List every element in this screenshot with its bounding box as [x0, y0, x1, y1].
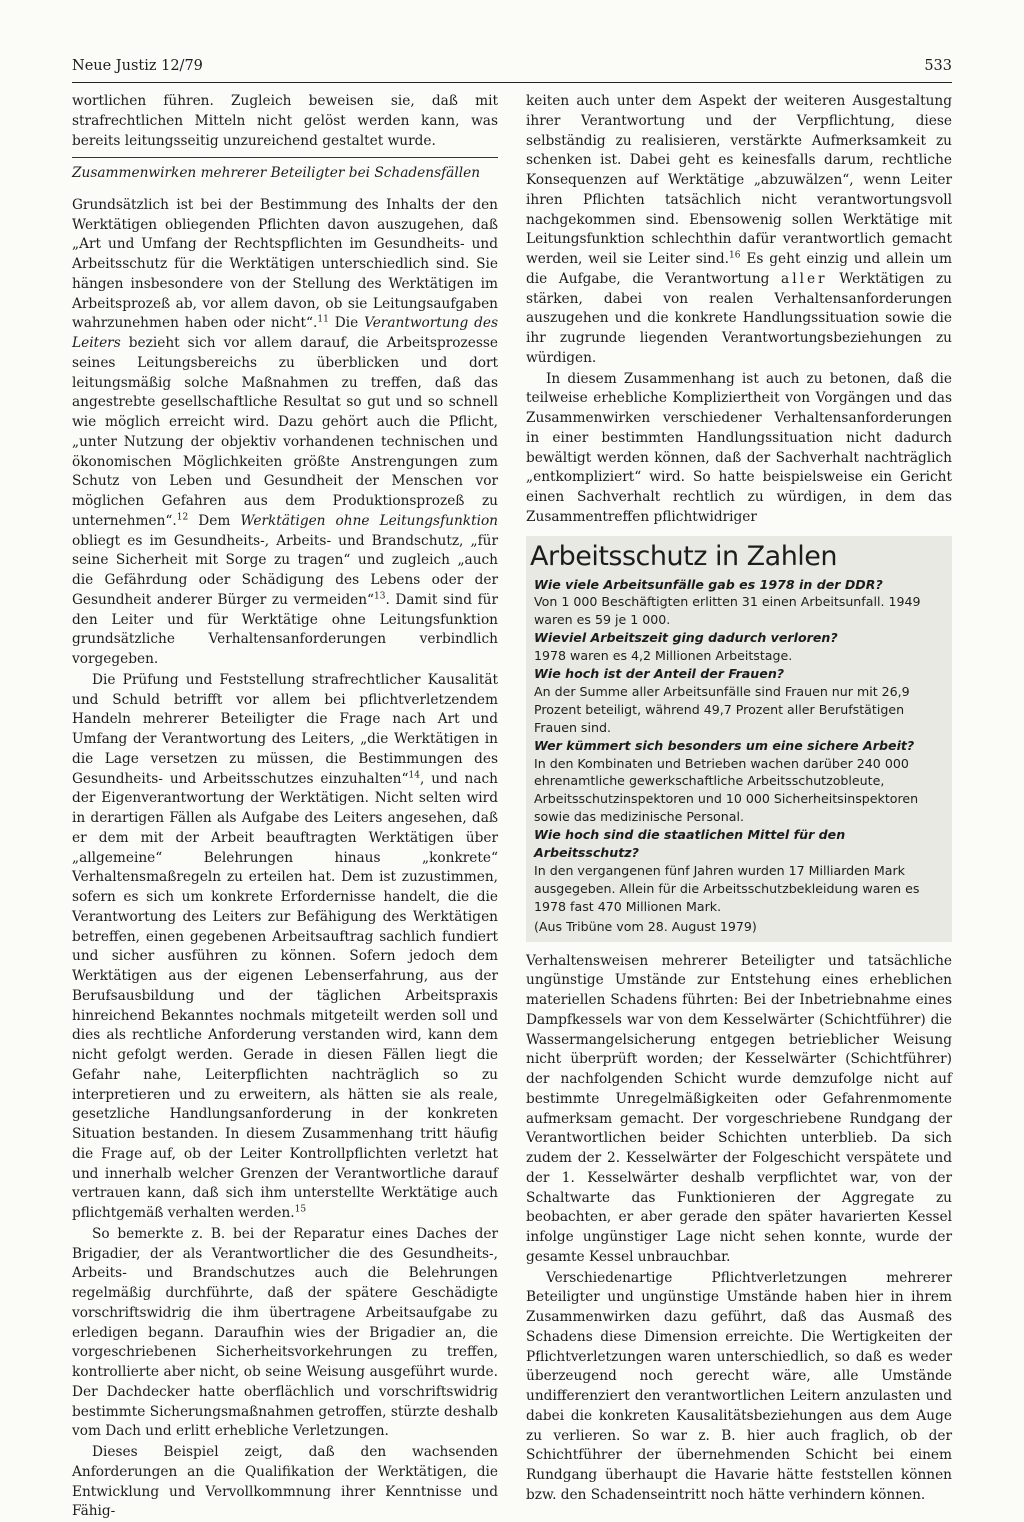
journal-title: Neue Justiz 12/79 [72, 58, 203, 74]
intro-paragraph: wortlichen führen. Zugleich beweisen sie, daß mit strafrechtlichen Mitteln nicht gelöst werden kann, was bereits leitungsseitig unzureichend gestaltet wurde. [72, 93, 498, 149]
right-column [526, 92, 952, 1506]
info-box-title: Arbeitsschutz in Zahlen [530, 540, 838, 572]
paragraph: Dieses Beispiel zeigt, daß den wachsenden Anforderungen an die Qualifikation der Werktätigen, die Entwicklung und Vervollkommnung ihrer Kenntnisse und Fähig- [72, 1444, 498, 1520]
footnote-ref: 13 [374, 591, 386, 602]
info-box-question: Wieviel Arbeitszeit ging dadurch verloren? [534, 630, 838, 646]
info-box-answer: Von 1 000 Beschäftigten erlitten 31 einen Arbeitsunfall. 1949 waren es 59 je 1 000. [534, 594, 921, 628]
page-number: 533 [924, 58, 952, 74]
emphasis: Verantwortung des Leiters [72, 315, 498, 351]
footnote-ref: 14 [408, 769, 420, 780]
info-box-question: Wie hoch sind die staatlichen Mittel für den Arbeitsschutz? [534, 827, 846, 861]
info-box-question: Wer kümmert sich besonders um eine sichere Arbeit? [534, 737, 915, 753]
left-column [72, 92, 498, 1522]
info-box-answer: In den Kombinaten und Betrieben wachen darüber 240 000 ehrenamtliche gewerkschaftliche Arbeitsschutzobleute, Arbeitsschutzinspektoren und 10 000 Sicherheitsinspektoren sowie das medizinische Personal. [534, 755, 919, 825]
footnote-ref: 15 [294, 1204, 307, 1215]
info-box-answer: In den vergangenen fünf Jahren wurden 17 Milliarden Mark ausgegeben. Allein für die Arbeitsschutzbekleidung waren es 1978 fast 470 Millionen Mark. [534, 863, 920, 914]
footnote-ref: 11 [317, 314, 329, 325]
paragraph: Die Prüfung und Feststellung strafrechtlicher Kausalität und Schuld betrifft vor allem bei pflichtverletzendem Handeln mehrerer Beteiligter die Frage nach Art und Umfang der Verantwortung des Leiters, „die Werktätigen in die Lage versetzen zu müssen, die Bestimmungen des Gesundheits- und Arbeitsschutzes einzuhalten“$^{14}$, und nach der Eigenverantwortung der Werktätigen. Nicht selten wird in derartigen Fällen als Aufgabe des Leiters angesehen, daß er dem mit der Arbeit beauftragten Werktätigen über „allgemeine“ Belehrungen hinaus „konkrete“ Verhaltensmaßregeln zu erteilen hat. Dem ist zuzustimmen, sofern es sich um konkrete Erfordernisse handelt, die die Verantwortung des Leiters zur Befähigung des Werktätigen betreffen, einen gegebenen Arbeitsauftrag sachlich fundiert und sicher ausführen zu können. Sofern jedoch dem Werktätigen aus der eigenen Lebenserfahrung, aus der Berufsausbildung und der täglichen Arbeitspraxis hinreichend Bekanntes nochmals mitgeteilt werden soll und dies als rechtliche Anforderung verstanden wird, kann dem nicht gefolgt werden. Gerade in diesen Fällen liegt die Gefahr nahe, Leiterpflichten nachträglich so zu interpretieren und zu erweitern, als hätten sie als reale, gesetzliche Handlungsanforderung in der konkreten Situation bestanden. In diesem Zusammenhang tritt häufig die Frage auf, ob der Leiter Kontrollpflichten verletzt hat und innerhalb welcher Grenzen der Verantwortliche darauf vertrauen kann, daß sich ihm unterstellte Werktätige auch pflichtgemäß verhalten werden.$^{15}$ [72, 671, 498, 1221]
running-header [72, 56, 952, 83]
section-heading: Zusammenwirken mehrerer Beteiligter bei Schadensfällen [72, 165, 481, 182]
spaced-emphasis: aller [781, 270, 828, 287]
info-box-source: (Aus Tribüne vom 28. August 1979) [534, 918, 757, 934]
paragraph: In diesem Zusammenhang ist auch zu betonen, daß die teilweise erhebliche Kompliziertheit von Vorgängen und das Zusammenwirken verschiedener Verhaltensanforderungen in einer bestimmten Handlungssituation nicht dadurch bewältigt werden können, daß der Sachverhalt nachträglich „entkompliziert“ wird. So hatte beispielsweise ein Gericht einen Sachverhalt rechtlich zu würdigen, in dem das Zusammentreffen pflichtwidriger [526, 370, 952, 525]
info-box-answer: 1978 waren es 4,2 Millionen Arbeitstage. [534, 648, 793, 664]
info-box-question: Wie hoch ist der Anteil der Frauen? [534, 666, 785, 682]
info-box [526, 536, 952, 942]
footnote-ref: 12 [176, 512, 189, 523]
info-box-question: Wie viele Arbeitsunfälle gab es 1978 in der DDR? [534, 576, 883, 592]
section-divider [72, 157, 498, 158]
paragraph: So bemerkte z. B. bei der Reparatur eines Daches der Brigadier, der als Verantwortlicher die des Gesundheits-, Arbeits- und Brandschutzes auch die Belehrungen regelmäßig durchführte, daß der spätere Geschädigte vorschriftswidrig die ihm übertragene Arbeitsaufgabe zu erledigen begann. Daraufhin wies der Brigadier an, die vorgeschriebenen Sicherheitsvorkehrungen zu treffen, kontrollierte aber nicht, ob seine Weisung ausgeführt wurde. Der Dachdecker hatte oberflächlich und vorschriftswidrig bestimmte Sicherungsmaßnahmen getroffen, stürzte deshalb vom Dach und erlitt erhebliche Verletzungen. [72, 1225, 498, 1440]
paragraph: Verschiedenartige Pflichtverletzungen mehrerer Beteiligter und ungünstige Umstände haben hier in ihrem Zusammenwirken dazu geführt, daß das Ausmaß des Schadens diese Dimension erreichte. Die Wertigkeiten der Pflichtverletzungen waren unterschiedlich, so daß es weder überzeugend noch gerecht wäre, alle Umstände undifferenziert den verantwortlichen Leitern anzulasten und dabei die konkreten Kausalitätsbeziehungen aus dem Auge zu verlieren. So war z. B. hier auch fraglich, ob der Schichtführer der übernehmenden Schicht bei einem Rundgang überhaupt die Havarie hätte feststellen können bzw. den Schadenseintritt noch hätte verhindern können. [526, 1269, 952, 1503]
paragraph: Verhaltensweisen mehrerer Beteiligter und tatsächliche ungünstige Umstände zur Entstehung eines erheblichen materiellen Schadens führten: Bei der Inbetriebnahme eines Dampfkessels war von dem Kesselwärter (Schichtführer) die Wassermangelsicherung entgegen betrieblicher Weisung nicht überprüft worden; der Kesselwärter (Schichtführer) der nachfolgenden Schicht wurde demzufolge nicht auf bestimmte Unregelmäßigkeiten oder Gefahrenmomente aufmerksam gemacht. Der vorgeschriebene Rundgang der Verantwortlichen beider Schichten unterblieb. Da sich zudem der 2. Kesselwärter der Folgeschicht verspätete und der 1. Kesselwärter deshalb verpflichtet war, von der Schaltwarte das Funktionieren der Aggregate zu beobachten, er aber gerade den später havarierten Kessel infolge ungünstiger Lage nicht sehen konnte, wurde der gesamte Kessel unbrauchbar. [526, 952, 952, 1265]
emphasis: Werktätigen ohne Leitungsfunktion [240, 512, 498, 529]
paragraph: Grundsätzlich ist bei der Bestimmung des Inhalts der den Werktätigen obliegenden Pflichten davon auszugehen, daß „Art und Umfang der Rechtspflichten im Gesundheits- und Arbeitsschutz für die Werktätigen unterschiedlich sind. Sie hängen insbesondere von der Stellung des Werktätigen im Arbeitsprozeß ab, vor allem davon, ob sie Leitungsaufgaben wahrzunehmen haben oder nicht“.$^{11}$ Die Verantwortung des Leiters bezieht sich vor allem darauf, die Arbeitsprozesse seines Leitungsbereichs zu überblicken und dort leitungsmäßig solche Maßnahmen zu treffen, daß das angestrebte gesellschaftliche Resultat so gut und so schnell wie möglich erreicht wird. Dazu gehört auch die Pflicht, „unter Nutzung der objektiv vorhandenen technischen und ökonomischen Möglichkeiten größte Anstrengungen zum Schutz von Leben und Gesundheit der Menschen vor möglichen Gefahren aus dem Produktionsprozeß zu unternehmen“.$^{12}$ Dem Werktätigen ohne Leitungsfunktion obliegt es im Gesundheits-, Arbeits- und Brandschutz, „für seine Sicherheit mit Sorge zu tragen“ und zugleich „auch die Gefährdung oder Schädigung des Lebens oder der Gesundheit anderer Bürger zu vermeiden“$^{13}$. Damit sind für den Leiter und für Werktätige ohne Leitungsfunktion grundsätzliche Verhaltensanforderungen verbindlich vorgegeben. [72, 196, 498, 667]
paragraph: keiten auch unter dem Aspekt der weiteren Ausgestaltung ihrer Verantwortung und der Verpflichtung, diese selbständig zu realisieren, verstärkte Aufmerksamkeit zu schenken ist. Dabei geht es keinesfalls darum, rechtliche Konsequenzen auf Werktätige „abzuwälzen“, wenn Leiter ihren Pflichten tatsächlich nicht verantwortungsvoll nachgekommen sind. Ebensowenig sollen Werktätige mit Leitungsfunktion schlechthin dafür verantwortlich gemacht werden, weil sie Leiter sind.$^{16}$ Es geht einzig und allein um die Aufgabe, die Verantwortung aller Werktätigen zu stärken, dabei von realen Verhaltensanforderungen auszugehen und die konkrete Handlungssituation sowie die ihr zugrunde liegenden Verantwortungsbeziehungen zu würdigen. [526, 93, 953, 366]
info-box-answer: An der Summe aller Arbeitsunfälle sind Frauen nur mit 26,9 Prozent beteiligt, während 49,7 Prozent aller Berufstätigen Frauen sind. [534, 683, 910, 735]
footnote-ref: 16 [729, 250, 741, 261]
